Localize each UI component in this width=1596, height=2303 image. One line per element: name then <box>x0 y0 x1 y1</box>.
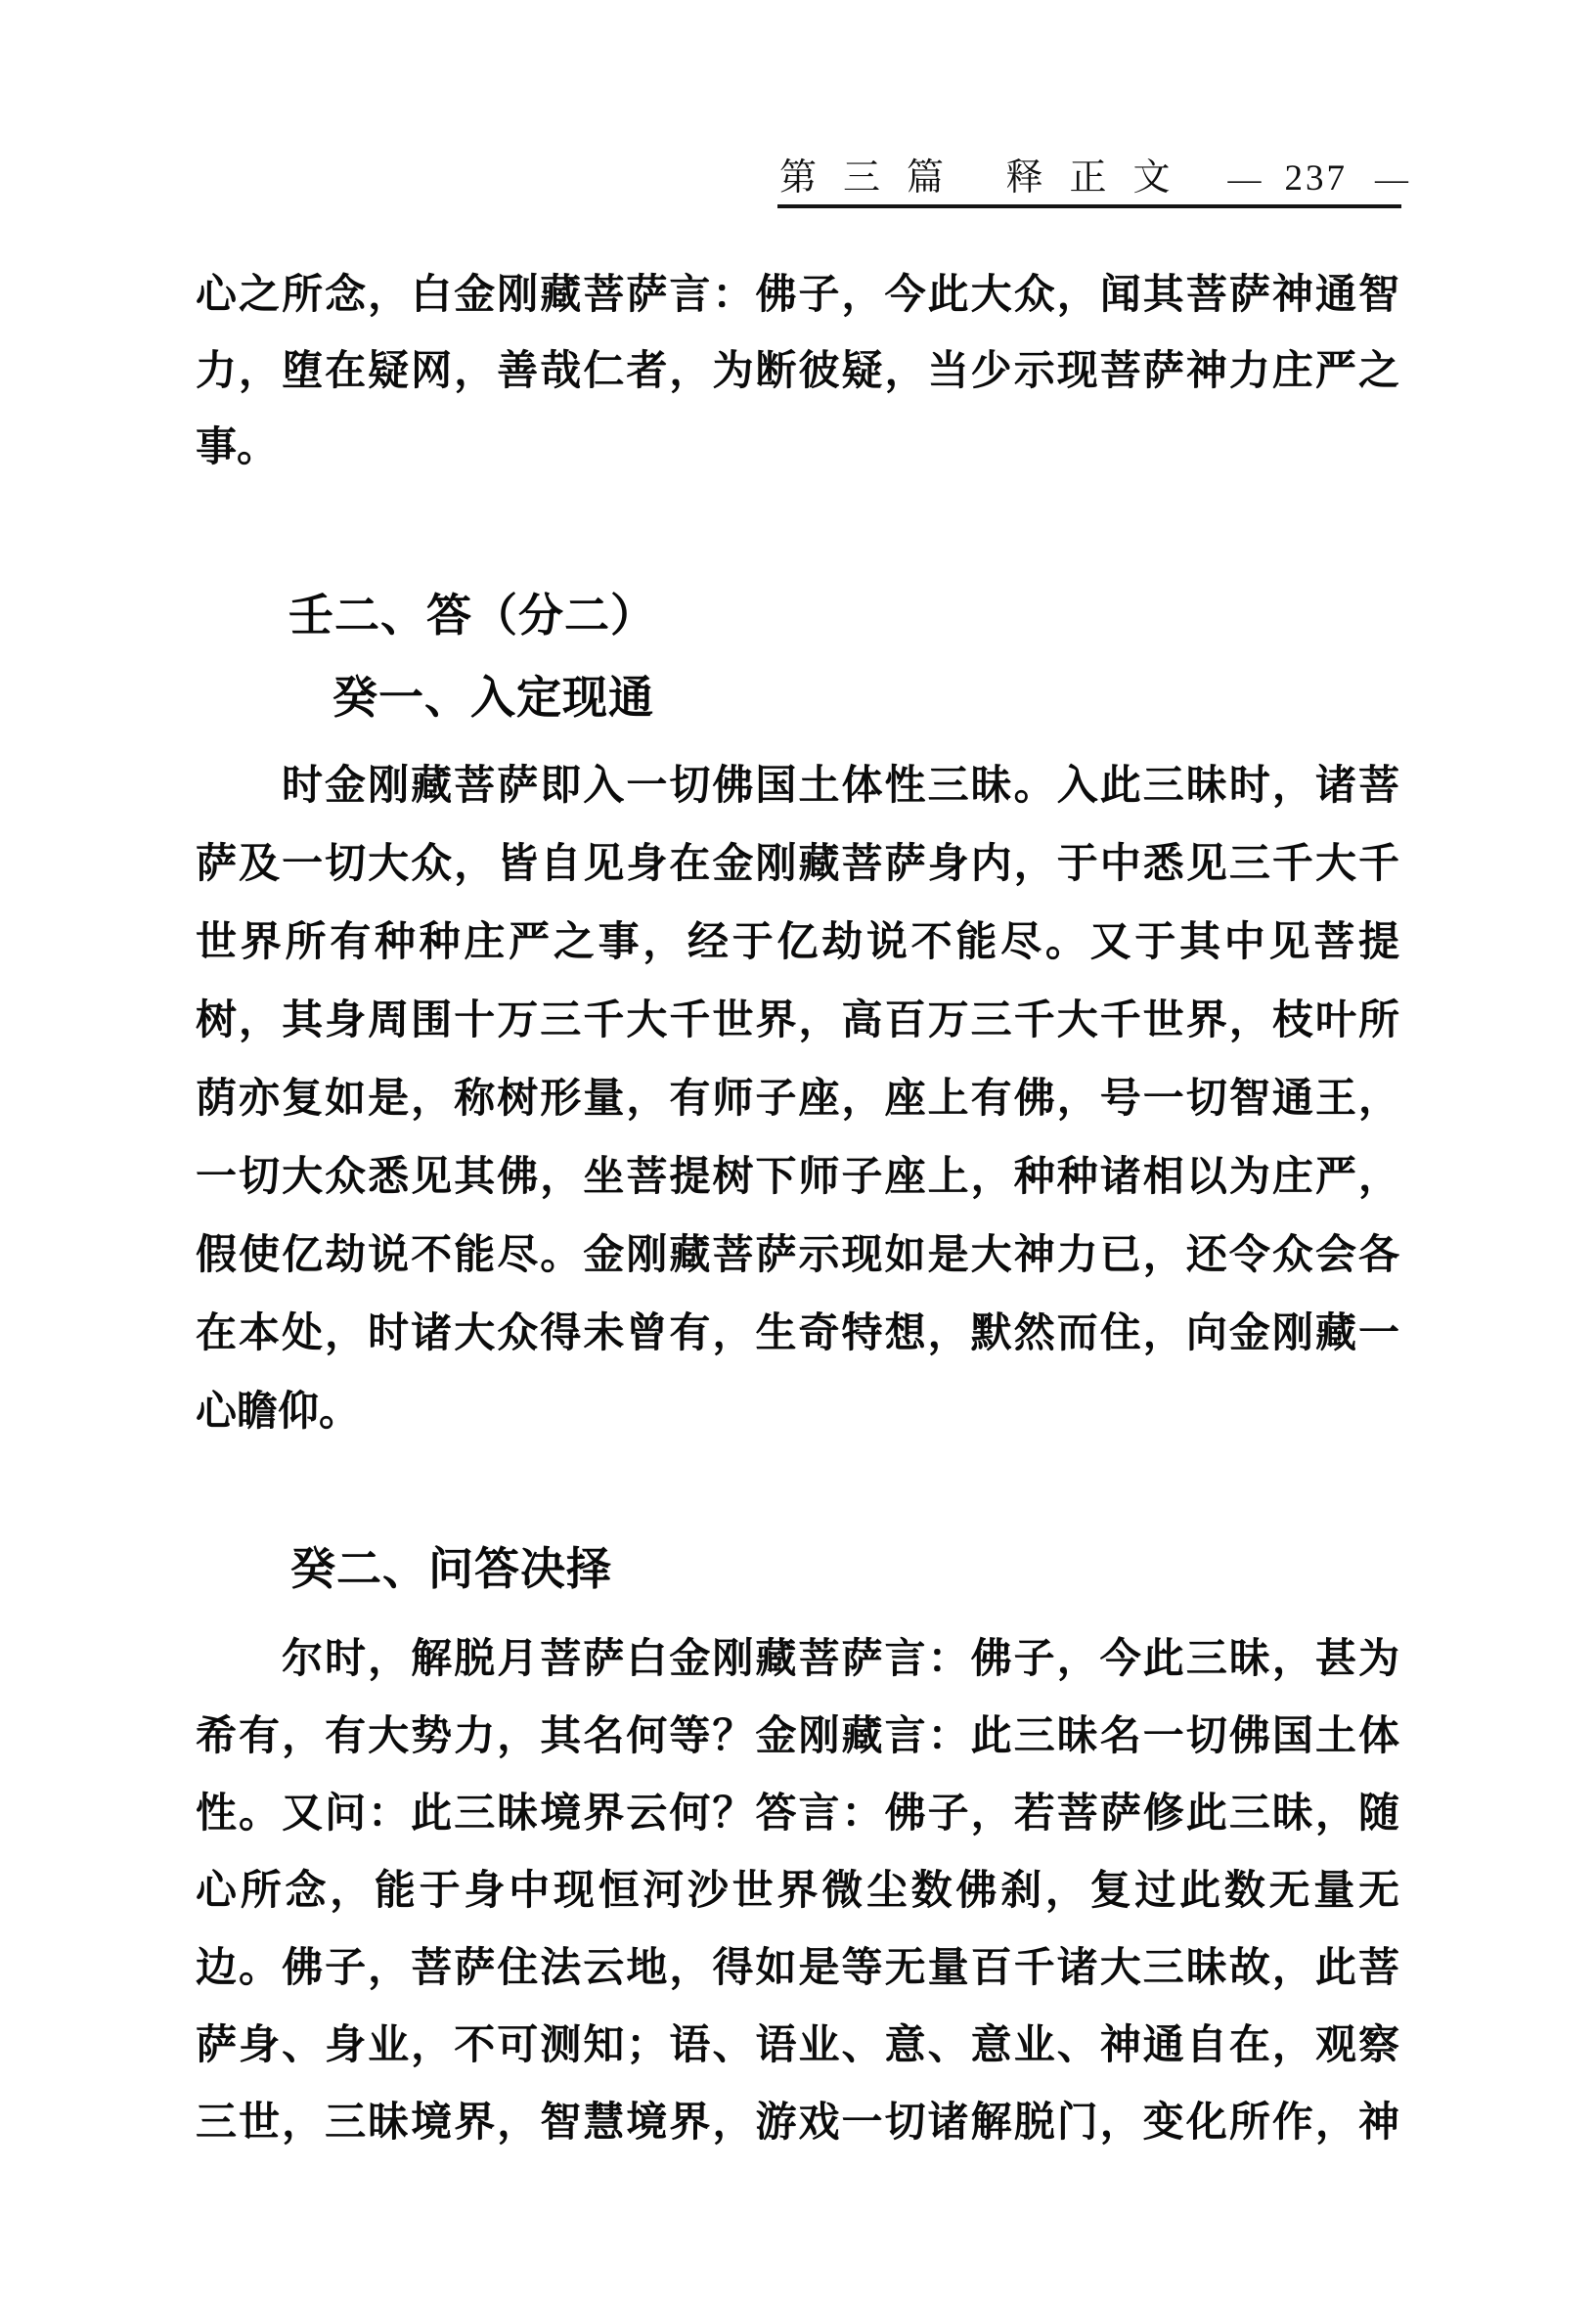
page-number-dash-right: — <box>1375 161 1409 198</box>
text-line: 假使亿劫说不能尽。金刚藏菩萨示现如是大神力已，还令众会各 <box>196 1231 1399 1277</box>
running-head-rule <box>777 204 1401 208</box>
paragraph-question-answer <box>196 1619 1399 2160</box>
text-line: 性。又问：此三昧境界云何？答言：佛子，若菩萨修此三昧，随 <box>196 1790 1399 1836</box>
text-line: 荫亦复如是，称树形量，有师子座，座上有佛，号一切智通王， <box>196 1075 1399 1121</box>
text-line: 心瞻仰。 <box>196 1388 361 1434</box>
outline-heading-ren2: 壬二、答（分二） <box>288 591 656 641</box>
text-line: 尔时，解脱月菩萨白金刚藏菩萨言：佛子，今此三昧，甚为 <box>282 1635 1399 1681</box>
paragraph-continuation <box>196 256 1399 485</box>
text-line: 树，其身周围十万三千大千世界，高百万三千大千世界，枝叶所 <box>196 996 1399 1042</box>
outline-heading-gui1: 癸一、入定现通 <box>332 673 654 723</box>
text-line: 三世，三昧境界，智慧境界，游戏一切诸解脱门，变化所作，神 <box>196 2099 1399 2145</box>
text-line: 心之所念，白金刚藏菩萨言：佛子，今此大众，闻其菩萨神通智 <box>196 271 1399 317</box>
text-line: 希有，有大势力，其名何等？金刚藏言：此三昧名一切佛国土体 <box>196 1712 1399 1758</box>
text-line: 事。 <box>196 423 279 469</box>
outline-heading-gui2: 癸二、问答决择 <box>290 1544 612 1594</box>
text-line: 在本处，时诸大众得未曾有，生奇特想，默然而住，向金刚藏一 <box>196 1309 1399 1355</box>
page-number-dash-left: — <box>1227 161 1262 198</box>
text-line: 萨身、身业，不可测知；语、语业、意、意业、神通自在，观察 <box>196 2021 1399 2067</box>
text-line: 萨及一切大众，皆自见身在金刚藏菩萨身内，于中悉见三千大千 <box>196 840 1399 886</box>
page-number: 237 <box>1284 158 1349 199</box>
text-line: 世界所有种种庄严之事，经于亿劫说不能尽。又于其中见菩提 <box>196 918 1399 964</box>
paragraph-samadhi <box>196 746 1399 1450</box>
text-line: 力，堕在疑网，善哉仁者，为断彼疑，当少示现菩萨神力庄严之 <box>196 347 1399 393</box>
text-line: 心所念，能于身中现恒河沙世界微尘数佛刹，复过此数无量无 <box>196 1867 1399 1913</box>
running-head-title: 第三篇 释正文 <box>779 157 1197 199</box>
text-line: 一切大众悉见其佛，坐菩提树下师子座上，种种诸相以为庄严， <box>196 1153 1399 1199</box>
running-head <box>779 156 1409 201</box>
text-line: 边。佛子，菩萨住法云地，得如是等无量百千诸大三昧故，此菩 <box>196 1944 1399 1990</box>
text-line: 时金刚藏菩萨即入一切佛国土体性三昧。入此三昧时，诸菩 <box>282 762 1399 808</box>
